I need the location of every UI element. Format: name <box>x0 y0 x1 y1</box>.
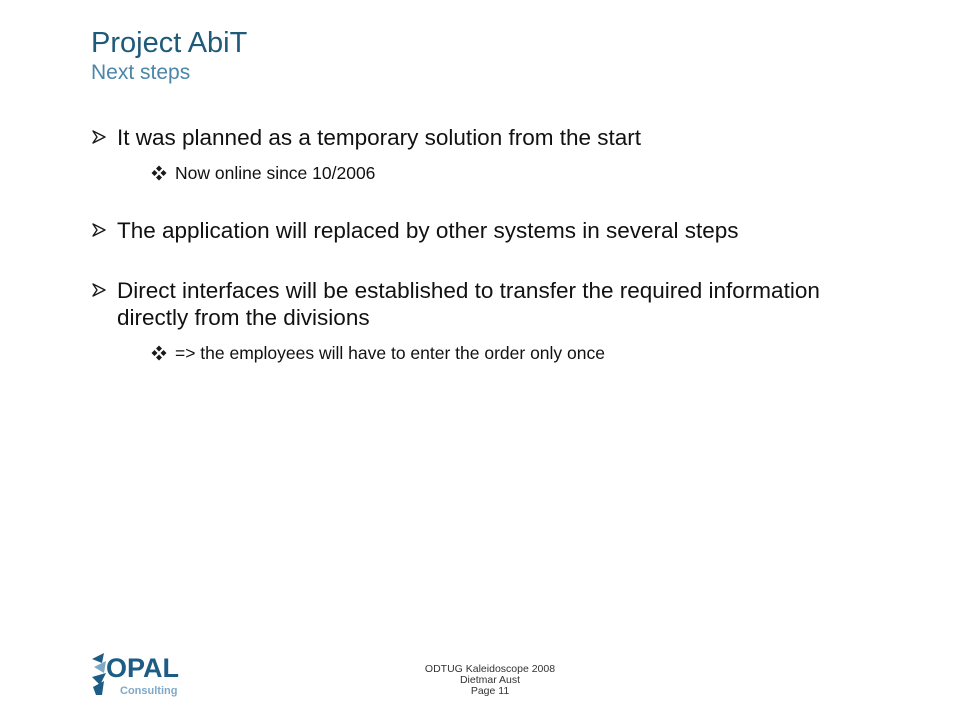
four-diamond-bullet-icon <box>151 345 167 361</box>
arrowhead-bullet-icon <box>92 130 106 144</box>
footer-page-number: Page 11 <box>470 685 510 697</box>
logo-wordmark: OPAL <box>106 653 179 683</box>
footer <box>380 664 600 697</box>
sub-bullet-text: => the employees will have to enter the order only once <box>175 343 605 363</box>
footer-author: Dietmar Aust <box>459 674 521 686</box>
bullet-list <box>90 124 890 364</box>
slide-subtitle: Next steps <box>91 61 191 84</box>
bullet-item <box>90 277 890 331</box>
sub-bullet-item <box>90 162 890 184</box>
bullet-text: It was planned as a temporary solution from the start <box>117 125 642 150</box>
arrowhead-bullet-icon <box>92 223 106 237</box>
bullet-item <box>90 124 890 151</box>
slide-title: Project AbiT <box>91 27 248 59</box>
logo-tagline: Consulting <box>120 685 178 697</box>
opal-consulting-logo <box>90 651 194 699</box>
sub-bullet-item <box>90 342 890 364</box>
arrowhead-bullet-icon <box>92 283 106 297</box>
footer-event: ODTUG Kaleidoscope 2008 <box>424 663 556 675</box>
bullet-text: Direct interfaces will be established to transfer the required information directly from the divisions <box>117 278 820 330</box>
bullet-text: The application will replaced by other systems in several steps <box>117 218 739 243</box>
sub-bullet-text: Now online since 10/2006 <box>175 163 376 183</box>
four-diamond-bullet-icon <box>151 165 167 181</box>
bullet-item <box>90 217 890 244</box>
